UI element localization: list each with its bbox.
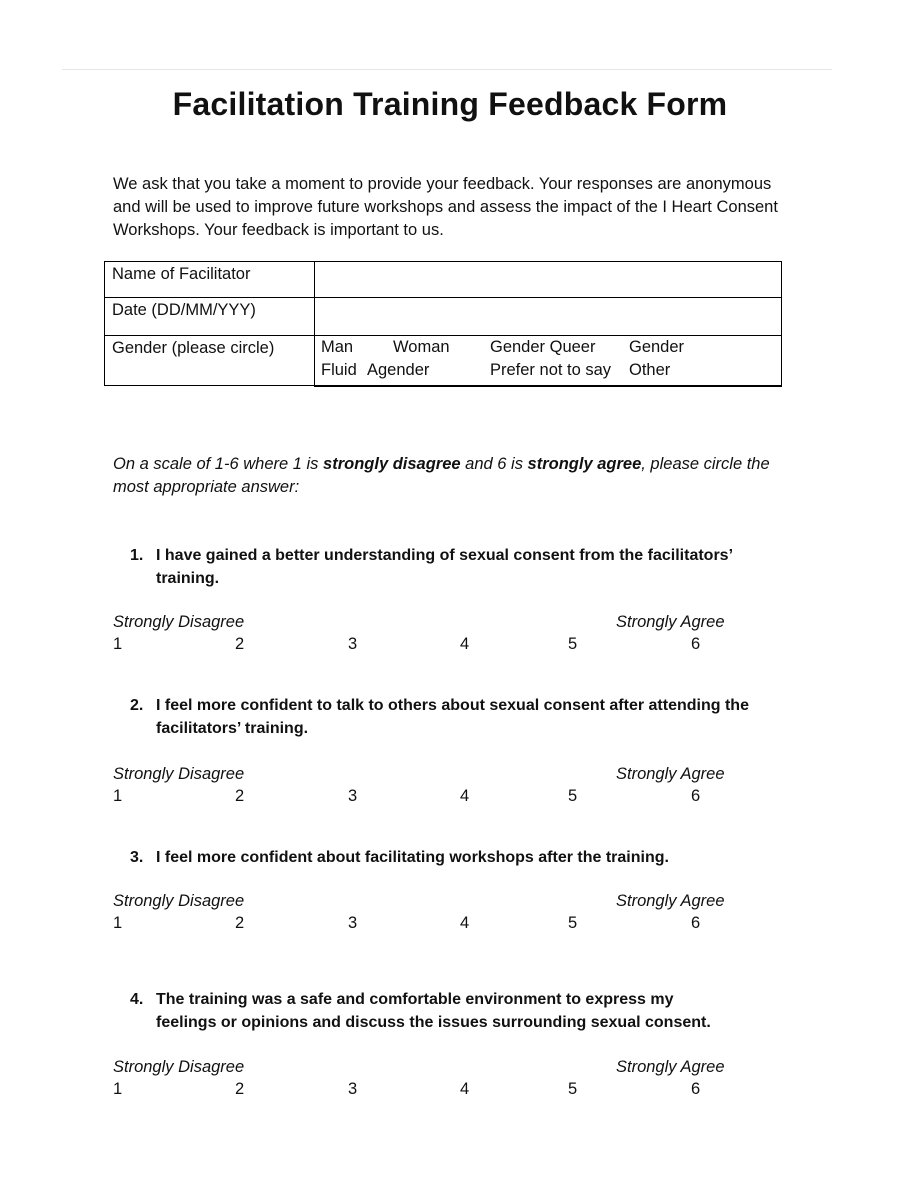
question-3 — [130, 846, 820, 869]
question-text-line-2: training. — [156, 570, 220, 587]
rating-scale-4 — [0, 1056, 900, 1102]
question-text-line-2: feelings or opinions and discuss the issues surrounding sexual consent. — [156, 1014, 711, 1031]
scale-option-6[interactable]: 6 — [691, 635, 701, 653]
scale-option-3[interactable]: 3 — [348, 914, 358, 932]
question-text-line-1: I have gained a better understanding of sexual consent from the facilitators’ — [156, 547, 734, 564]
question-number: 4. — [130, 991, 144, 1008]
gender-option-gender-queer[interactable]: Gender Queer — [490, 338, 596, 356]
gender-option-man[interactable]: Man — [321, 338, 354, 356]
rating-scale-1 — [0, 611, 900, 657]
scale-option-4[interactable]: 4 — [460, 635, 470, 653]
scale-option-1[interactable]: 1 — [113, 914, 123, 932]
scale-low-label: Strongly Disagree — [113, 613, 245, 631]
scale-option-5[interactable]: 5 — [568, 1080, 578, 1098]
question-2 — [130, 694, 820, 740]
scale-option-3[interactable]: 3 — [348, 1080, 358, 1098]
question-text-line-1: I feel more confident to talk to others about sexual consent after attending the — [156, 697, 749, 714]
scale-option-3[interactable]: 3 — [348, 787, 358, 805]
scale-option-4[interactable]: 4 — [460, 787, 470, 805]
scale-low-label: Strongly Disagree — [113, 892, 245, 910]
gender-option-prefer-not-to-say[interactable]: Prefer not to say — [490, 361, 612, 379]
participant-info-table — [104, 261, 782, 387]
intro-line-3: Workshops. Your feedback is important to us. — [113, 221, 444, 239]
date-label: Date (DD/MM/YYY) — [105, 298, 315, 336]
instruction-line-2: most appropriate answer: — [113, 478, 300, 496]
instruction-part-1: On a scale of 1-6 where 1 is — [113, 455, 324, 473]
instruction-part-3: , please circle the — [641, 455, 770, 473]
scale-option-1[interactable]: 1 — [113, 635, 123, 653]
gender-option-woman[interactable]: Woman — [393, 338, 450, 356]
scale-low-label: Strongly Disagree — [113, 765, 245, 783]
top-divider — [62, 69, 832, 70]
scale-option-6[interactable]: 6 — [691, 914, 701, 932]
scale-high-label: Strongly Agree — [616, 892, 725, 910]
question-1 — [130, 544, 820, 590]
instruction-part-2: and 6 is — [460, 455, 528, 473]
instruction-bold-1: strongly disagree — [323, 455, 461, 473]
scale-option-4[interactable]: 4 — [460, 1080, 470, 1098]
gender-option-gender[interactable]: Gender — [629, 338, 685, 356]
gender-option-other[interactable]: Other — [629, 361, 671, 379]
gender-label: Gender (please circle) — [105, 336, 315, 386]
scale-option-2[interactable]: 2 — [235, 914, 245, 932]
facilitator-label: Name of Facilitator — [105, 262, 315, 298]
scale-high-label: Strongly Agree — [616, 613, 725, 631]
scale-option-6[interactable]: 6 — [691, 1080, 701, 1098]
question-number: 3. — [130, 849, 144, 866]
scale-option-5[interactable]: 5 — [568, 914, 578, 932]
scale-option-6[interactable]: 6 — [691, 787, 701, 805]
question-text-line-2: facilitators’ training. — [156, 720, 309, 737]
gender-options — [315, 336, 782, 386]
scale-option-3[interactable]: 3 — [348, 635, 358, 653]
intro-paragraph — [113, 173, 803, 242]
question-4 — [130, 988, 820, 1034]
intro-line-1: We ask that you take a moment to provide your feedback. Your responses are anonymous — [113, 175, 772, 193]
date-field[interactable] — [315, 298, 782, 336]
scale-instruction — [113, 453, 813, 499]
scale-option-1[interactable]: 1 — [113, 1080, 123, 1098]
rating-scale-3 — [0, 890, 900, 936]
facilitator-field[interactable] — [315, 262, 782, 298]
scale-option-2[interactable]: 2 — [235, 635, 245, 653]
scale-high-label: Strongly Agree — [616, 1058, 725, 1076]
intro-line-2: and will be used to improve future workshops and assess the impact of the I Heart Consent — [113, 198, 778, 216]
scale-option-4[interactable]: 4 — [460, 914, 470, 932]
instruction-bold-2: strongly agree — [527, 455, 642, 473]
form-title: Facilitation Training Feedback Form — [172, 86, 728, 122]
gender-option-fluid[interactable]: Fluid — [321, 361, 357, 379]
scale-option-2[interactable]: 2 — [235, 1080, 245, 1098]
scale-low-label: Strongly Disagree — [113, 1058, 245, 1076]
rating-scale-2 — [0, 763, 900, 809]
scale-option-2[interactable]: 2 — [235, 787, 245, 805]
scale-option-1[interactable]: 1 — [113, 787, 123, 805]
scale-option-5[interactable]: 5 — [568, 635, 578, 653]
question-text-line-1: I feel more confident about facilitating workshops after the training. — [156, 849, 669, 866]
scale-option-5[interactable]: 5 — [568, 787, 578, 805]
question-text-line-1: The training was a safe and comfortable environment to express my — [156, 991, 674, 1008]
question-number: 2. — [130, 697, 144, 714]
question-number: 1. — [130, 547, 144, 564]
gender-option-agender[interactable]: Agender — [367, 361, 430, 379]
scale-high-label: Strongly Agree — [616, 765, 725, 783]
